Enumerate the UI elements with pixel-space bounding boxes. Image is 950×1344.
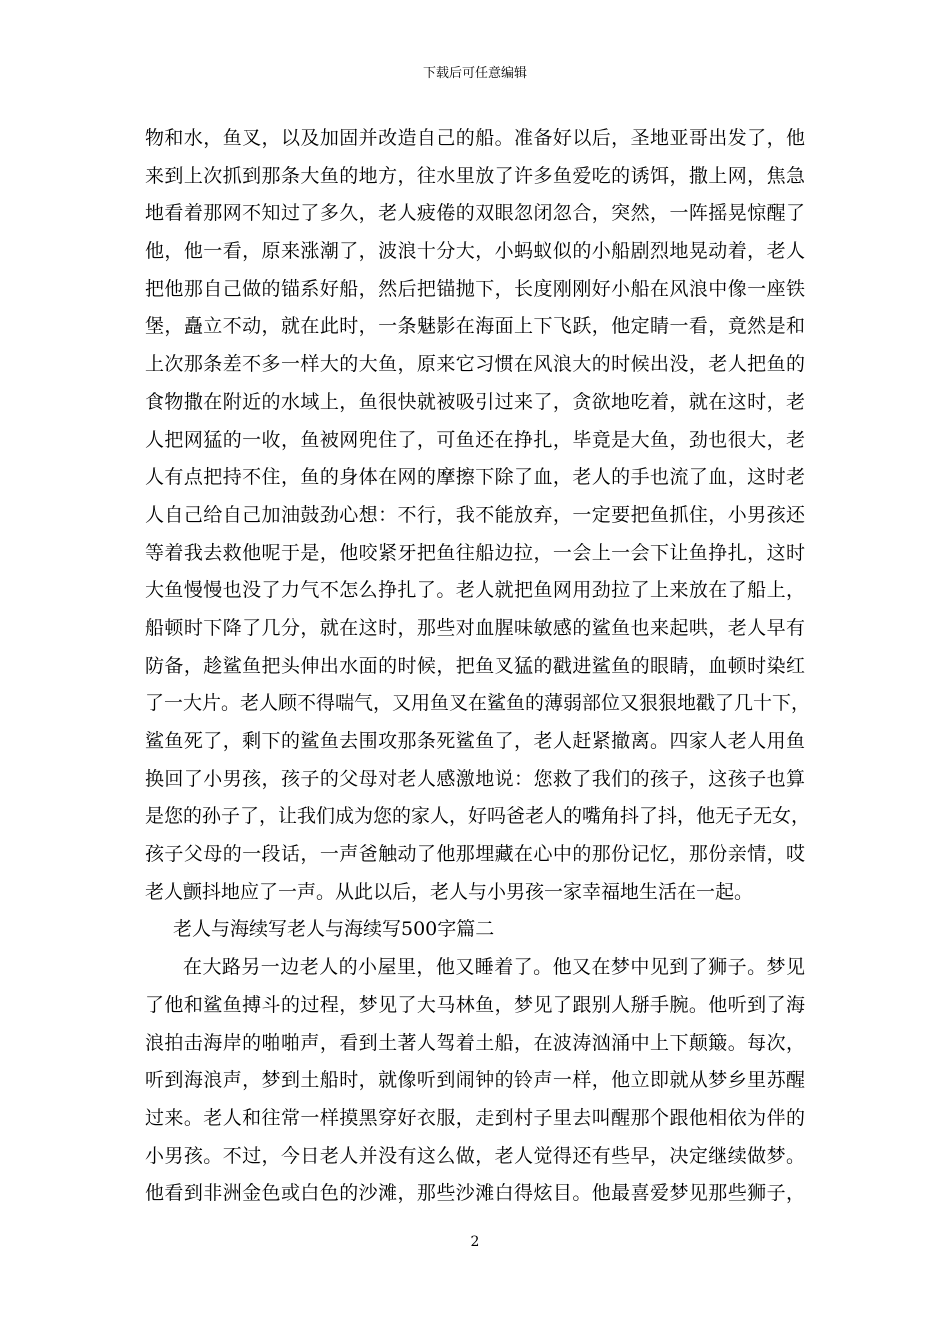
text-line: 他，他一看，原来涨潮了，波浪十分大，小蚂蚁似的小船剧烈地晃动着，老人: [145, 240, 805, 263]
text-line: 等着我去救他呢于是，他咬紧牙把鱼往船边拉，一会上一会下让鱼挣扎，这时: [145, 541, 805, 564]
section-heading: 老人与海续写老人与海续写500字篇二: [173, 918, 495, 941]
text-line: 过来。老人和往常一样摸黑穿好衣服，走到村子里去叫醒那个跟他相依为伴的: [145, 1106, 805, 1129]
text-line: 地看着那网不知过了多久，老人疲倦的双眼忽闭忽合，突然，一阵摇晃惊醒了: [145, 202, 805, 225]
text-line: 他看到非洲金色或白色的沙滩，那些沙滩白得炫目。他最喜爱梦见那些狮子，: [145, 1182, 805, 1205]
text-line: 了他和鲨鱼搏斗的过程，梦见了大马林鱼，梦见了跟别人掰手腕。他听到了海: [145, 993, 805, 1016]
page-number: 2: [470, 1234, 480, 1250]
text-line: 是您的孙子了，让我们成为您的家人，好吗爸老人的嘴角抖了抖，他无子无女，: [145, 805, 811, 828]
text-line: 人把网猛的一收，鱼被网兜住了，可鱼还在挣扎，毕竟是大鱼，劲也很大，老: [145, 428, 805, 451]
document-body: [145, 120, 811, 1213]
paragraph-2: [145, 949, 805, 1213]
text-line: 大鱼慢慢也没了力气不怎么挣扎了。老人就把鱼网用劲拉了上来放在了船上，: [145, 579, 805, 602]
text-line: 把他那自己做的锚系好船，然后把锚抛下，长度刚刚好小船在风浪中像一座铁: [145, 277, 805, 300]
text-line: 物和水，鱼叉，以及加固并改造自己的船。准备好以后，圣地亚哥出发了，他: [145, 127, 805, 149]
text-line: 船顿时下降了几分，就在这时，那些对血腥味敏感的鲨鱼也来起哄，老人早有: [145, 616, 805, 639]
text-line: 人自己给自己加油鼓劲心想：不行，我不能放弃，一定要把鱼抓住，小男孩还: [145, 503, 805, 526]
text-line: 换回了小男孩，孩子的父母对老人感激地说：您救了我们的孩子，这孩子也算: [145, 767, 805, 790]
text-line: 老人颤抖地应了一声。从此以后，老人与小男孩一家幸福地生活在一起。: [145, 880, 754, 903]
text-line: 人有点把持不住，鱼的身体在网的摩擦下除了血，老人的手也流了血，这时老: [145, 466, 805, 489]
text-line: 了一大片。老人顾不得喘气，又用鱼叉在鲨鱼的薄弱部位又狠狠地戳了几十下，: [145, 692, 811, 715]
text-line: 听到海浪声，梦到土船时，就像听到闹钟的铃声一样，他立即就从梦乡里苏醒: [145, 1069, 805, 1092]
paragraph-1: [145, 120, 811, 911]
text-line: 上次那条差不多一样大的大鱼，原来它习惯在风浪大的时候出没，老人把鱼的: [145, 353, 805, 376]
text-line: 小男孩。不过，今日老人并没有这么做，老人觉得还有些早，决定继续做梦。: [145, 1144, 805, 1167]
text-line: 孩子父母的一段话，一声爸触动了他那埋藏在心中的那份记忆，那份亲情，哎: [145, 843, 805, 866]
page-header: 下载后可任意编辑: [422, 66, 527, 81]
text-line: 堡，矗立不动，就在此时，一条魅影在海面上下飞跃，他定睛一看，竟然是和: [145, 315, 805, 338]
text-line: 鲨鱼死了，剩下的鲨鱼去围攻那条死鲨鱼了，老人赶紧撤离。四家人老人用鱼: [145, 730, 805, 752]
text-line: 来到上次抓到那条大鱼的地方，往水里放了许多鱼爱吃的诱饵，撒上网，焦急: [145, 164, 805, 187]
text-line: 浪拍击海岸的啪啪声，看到土著人驾着土船，在波涛汹涌中上下颠簸。每次，: [145, 1031, 805, 1054]
text-line: 防备，趁鲨鱼把头伸出水面的时候，把鱼叉猛的戳进鲨鱼的眼睛，血顿时染红: [145, 654, 805, 677]
text-line: 在大路另一边老人的小屋里，他又睡着了。他又在梦中见到了狮子。梦见: [183, 956, 805, 979]
text-line: 食物撒在附近的水域上，鱼很快就被吸引过来了，贪欲地吃着，就在这时，老: [145, 390, 805, 413]
